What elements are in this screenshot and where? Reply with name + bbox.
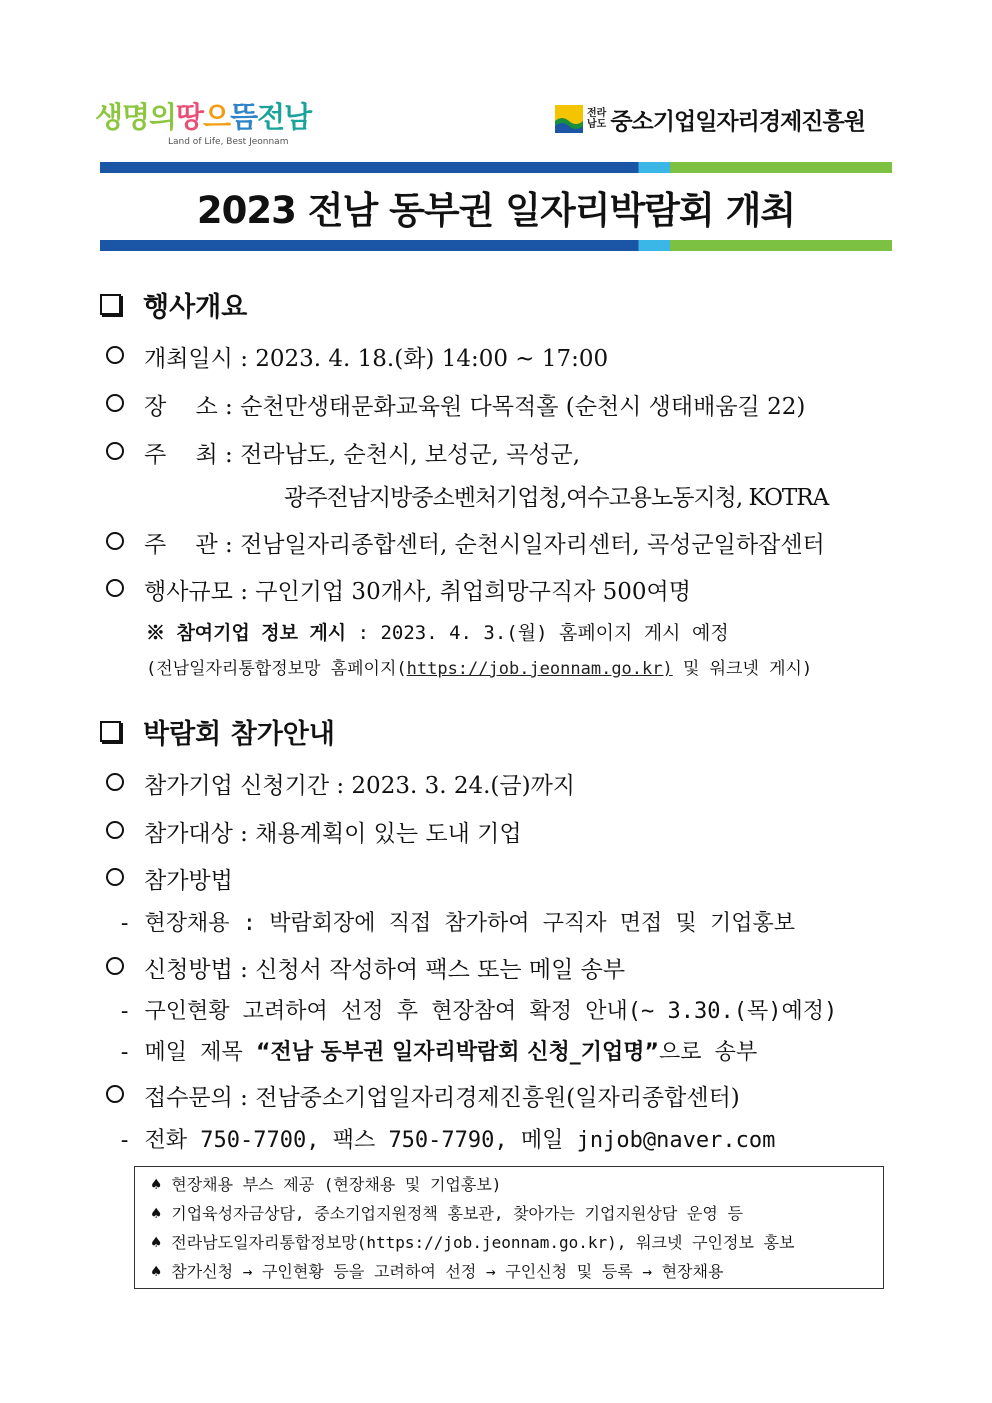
contact-inquiry: 접수문의 : 전남중소기업일자리경제진흥원(일자리종합센터) <box>106 1079 740 1112</box>
info-row: ♠ 기업육성자금상담, 중소기업지원정책 홍보관, 찾아가는 기업지원상담 운영 등 <box>151 1204 743 1224</box>
participation-method: 참가방법 <box>106 862 233 895</box>
page-title: 2023 전남 동부권 일자리박람회 개최 <box>196 189 796 232</box>
spade-icon: ♠ <box>151 1175 162 1195</box>
org-name: 중소기업일자리경제진흥원 <box>610 108 865 135</box>
circle-icon <box>106 957 124 975</box>
overview-item-datetime: 개최일시 : 2023. 4. 18.(화) 14:00 ~ 17:00 <box>106 340 608 373</box>
section-heading-overview: 행사개요 <box>100 285 247 324</box>
title-bar-bottom <box>100 240 892 251</box>
participation-target: 참가대상 : 채용계획이 있는 도내 기업 <box>106 815 522 848</box>
program-info-box <box>134 1166 884 1289</box>
participation-method-detail: - 현장채용 : 박람회장에 직접 참가하여 구직자 면접 및 기업홍보 <box>118 911 795 936</box>
circle-icon <box>106 346 124 364</box>
application-detail-email-subject: - 메일 제목 “전남 동부권 일자리박람회 신청_기업명”으로 송부 <box>118 1040 758 1065</box>
participant-info-note-sub: (전남일자리통합정보망 홈페이지(https://job.jeonnam.go.kr) 및 워크넷 게시) <box>146 659 813 679</box>
info-row: ♠ 전라남도일자리통합정보망(https://job.jeonnam.go.kr), 워크넷 구인정보 홍보 <box>151 1233 795 1253</box>
circle-icon <box>106 532 124 550</box>
org-emblem-icon <box>555 105 583 133</box>
circle-icon <box>106 868 124 886</box>
overview-item-host-cont: 광주전남지방중소벤처기업청,여수고용노동지청, KOTRA <box>284 485 829 511</box>
circle-icon <box>106 821 124 839</box>
spade-icon: ♠ <box>151 1204 162 1224</box>
apply-period: 참가기업 신청기간 : 2023. 3. 24.(금)까지 <box>106 767 575 800</box>
square-box-icon <box>100 294 121 315</box>
square-box-icon <box>100 721 121 742</box>
overview-item-organizer: 주 관 : 전남일자리종합센터, 순천시일자리센터, 곡성군일하잡센터 <box>106 526 825 559</box>
contact-detail: - 전화 750-7700, 팩스 750-7790, 메일 jnjob@naver.com <box>118 1128 776 1153</box>
application-method: 신청방법 : 신청서 작성하여 팩스 또는 메일 송부 <box>106 951 625 984</box>
section-heading-participation: 박람회 참가안내 <box>100 712 335 751</box>
circle-icon <box>106 773 124 791</box>
application-detail-selection: - 구인현황 고려하여 선정 후 현장참여 확정 안내(~ 3.30.(목)예정) <box>118 999 838 1024</box>
title-bar-top <box>100 162 892 173</box>
overview-item-scale: 행사규모 : 구인기업 30개사, 취업희망구직자 500여명 <box>106 573 691 606</box>
overview-item-venue: 장 소 : 순천만생태문화교육원 다목적홀 (순천시 생태배움길 22) <box>106 388 805 421</box>
org-logo <box>555 103 865 135</box>
info-row: ♠ 현장채용 부스 제공 (현장채용 및 기업홍보) <box>151 1175 502 1195</box>
circle-icon <box>106 442 124 460</box>
overview-item-host: 주 최 : 전라남도, 순천시, 보성군, 곡성군, <box>106 436 580 469</box>
info-row: ♠ 참가신청 → 구인현황 등을 고려하여 선정 → 구인신청 및 등록 → 현장채용 <box>151 1262 724 1282</box>
spade-icon: ♠ <box>151 1233 162 1253</box>
circle-icon <box>106 394 124 412</box>
org-region-label: 전라 남도 <box>587 108 607 130</box>
participant-info-note: ※ 참여기업 정보 게시 : 2023. 4. 3.(월) 홈페이지 게시 예정 <box>146 622 729 644</box>
jeonnam-logo <box>95 95 310 150</box>
spade-icon: ♠ <box>151 1262 162 1282</box>
circle-icon <box>106 579 124 597</box>
jeonnam-logo-text: 생명의땅으뜸전남 <box>95 100 312 134</box>
jeonnam-logo-subtitle: Land of Life, Best Jeonnam <box>168 137 289 147</box>
job-portal-link[interactable]: https://job.jeonnam.go.kr) <box>406 659 673 679</box>
circle-icon <box>106 1085 124 1103</box>
